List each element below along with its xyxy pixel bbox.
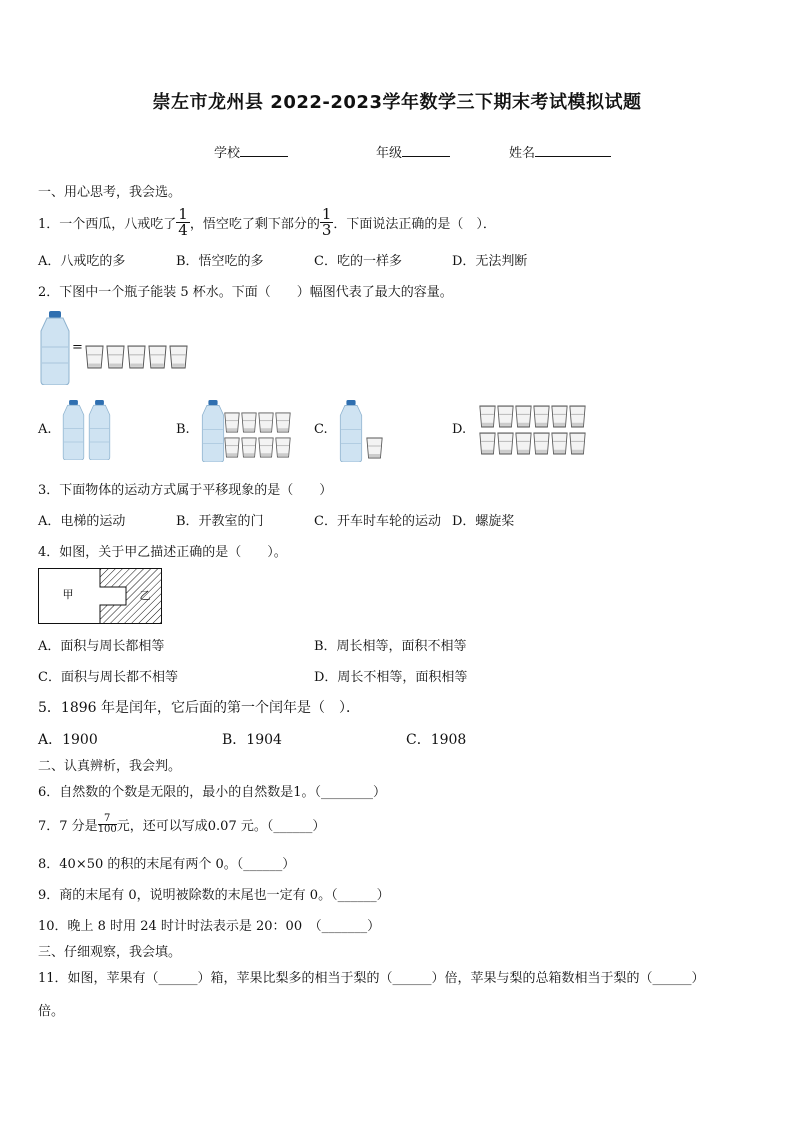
- cup-icon: [533, 432, 550, 455]
- cup-icon: [533, 405, 550, 428]
- bottle-icon: [38, 311, 72, 385]
- cup-icon: [258, 437, 274, 458]
- question-8: 8．40×50 的积的末尾有两个 0。（______）: [38, 857, 296, 872]
- cup-icon: [497, 432, 514, 455]
- q3-option-d[interactable]: D．螺旋桨: [452, 514, 515, 529]
- q7-text-post: 元，还可以写成0.07 元。（______）: [116, 818, 326, 834]
- q1-text-post: ．下面说法正确的是（ ）．: [333, 216, 496, 232]
- question-4: 4．如图，关于甲乙描述正确的是（ ）。: [38, 545, 287, 560]
- cup-icon: [551, 432, 568, 455]
- cup-icon: [148, 345, 167, 369]
- question-6: 6．自然数的个数是无限的，最小的自然数是1。（________）: [38, 785, 387, 800]
- q4-option-b[interactable]: B．周长相等，面积不相等: [314, 639, 467, 654]
- q3-option-b[interactable]: B．开教室的门: [176, 514, 264, 529]
- cup-icon: [169, 345, 188, 369]
- cup-icon: [241, 412, 257, 433]
- cup-icon: [515, 432, 532, 455]
- name-field[interactable]: [509, 142, 611, 161]
- question-3: 3．下面物体的运动方式属于平移现象的是（ ）: [38, 483, 333, 498]
- question-7: [38, 808, 325, 840]
- question-11-line-2: 倍。: [38, 1004, 65, 1019]
- q1-option-a[interactable]: A．八戒吃的多: [38, 254, 126, 269]
- cup-icon: [275, 412, 291, 433]
- q4-label-jia: 甲: [62, 588, 74, 601]
- question-2: 2．下图中一个瓶子能装 5 杯水。下面（ ）幅图代表了最大的容量。: [38, 285, 453, 300]
- question-11-line-1: 11．如图，苹果有（______）箱，苹果比梨多的相当于梨的（______）倍，苹果与梨的总箱数相当于梨的（______）: [38, 971, 705, 986]
- question-5: 5．1896 年是闰年，它后面的第一个闰年是（ ）．: [38, 700, 360, 716]
- section-heading-2: 二、认真辨析，我会判。: [38, 759, 182, 774]
- q5-option-b[interactable]: B．1904: [222, 732, 282, 748]
- cup-icon: [258, 412, 274, 433]
- name-label: 姓名: [509, 146, 536, 161]
- cup-icon: [366, 437, 383, 459]
- cup-icon: [569, 432, 586, 455]
- cup-icon: [127, 345, 146, 369]
- bottle-icon: [87, 400, 112, 460]
- q7-fraction: $\frac{7}{100}$: [97, 812, 117, 835]
- question-10: 10．晚上 8 时用 24 时计时法表示是 20：00 （_______）: [38, 919, 381, 934]
- q1-fraction-2: $\frac{1}{3}$: [321, 204, 332, 239]
- cup-icon: [224, 412, 240, 433]
- cup-icon: [479, 405, 496, 428]
- q1-option-d[interactable]: D．无法判断: [452, 254, 528, 269]
- bottle-icon: [200, 400, 226, 462]
- cup-icon: [241, 437, 257, 458]
- q2-option-a-label[interactable]: A.: [38, 422, 52, 437]
- q5-option-c[interactable]: C．1908: [406, 732, 467, 748]
- grade-label: 年级: [376, 146, 403, 161]
- school-field[interactable]: [214, 142, 288, 161]
- cup-icon: [275, 437, 291, 458]
- school-label: 学校: [214, 146, 241, 161]
- cup-icon: [551, 405, 568, 428]
- q1-text-pre: 1．一个西瓜，八戒吃了: [38, 216, 177, 232]
- question-1: [38, 204, 496, 240]
- q4-option-c[interactable]: C．面积与周长都不相等: [38, 670, 178, 685]
- grade-field[interactable]: [376, 142, 450, 161]
- q3-option-c[interactable]: C．开车时车轮的运动: [314, 514, 441, 529]
- page-title: 崇左市龙州县 2022-2023学年数学三下期末考试模拟试题: [152, 92, 642, 113]
- section-heading-1: 一、用心思考，我会选。: [38, 185, 182, 200]
- q4-option-a[interactable]: A．面积与周长都相等: [38, 639, 165, 654]
- q1-fraction-1: $\frac{1}{4}$: [178, 204, 188, 239]
- q2-option-b-label[interactable]: B.: [176, 422, 190, 437]
- cup-icon: [497, 405, 514, 428]
- q4-figure: [38, 568, 163, 624]
- q2-option-d-label[interactable]: D.: [452, 422, 467, 437]
- equals-sign: =: [72, 340, 83, 355]
- q1-option-c[interactable]: C．吃的一样多: [314, 254, 402, 269]
- q1-text-mid: ，悟空吃了剩下部分的: [189, 216, 320, 232]
- q4-option-d[interactable]: D．周长不相等，面积相等: [314, 670, 468, 685]
- question-9: 9．商的末尾有 0，说明被除数的末尾也一定有 0。（______）: [38, 888, 390, 903]
- q2-option-c-label[interactable]: C.: [314, 422, 328, 437]
- bottle-icon: [338, 400, 364, 462]
- q5-option-a[interactable]: A．1900: [38, 732, 98, 748]
- section-heading-3: 三、仔细观察，我会填。: [38, 945, 182, 960]
- q1-option-b[interactable]: B．悟空吃的多: [176, 254, 264, 269]
- cup-icon: [85, 345, 104, 369]
- cup-icon: [224, 437, 240, 458]
- cup-icon: [515, 405, 532, 428]
- bottle-icon: [61, 400, 86, 460]
- cup-icon: [479, 432, 496, 455]
- q4-label-yi: 乙: [139, 589, 151, 602]
- q3-option-a[interactable]: A．电梯的运动: [38, 514, 126, 529]
- q7-text-pre: 7．7 分是: [38, 818, 98, 834]
- cup-icon: [106, 345, 125, 369]
- cup-icon: [569, 405, 586, 428]
